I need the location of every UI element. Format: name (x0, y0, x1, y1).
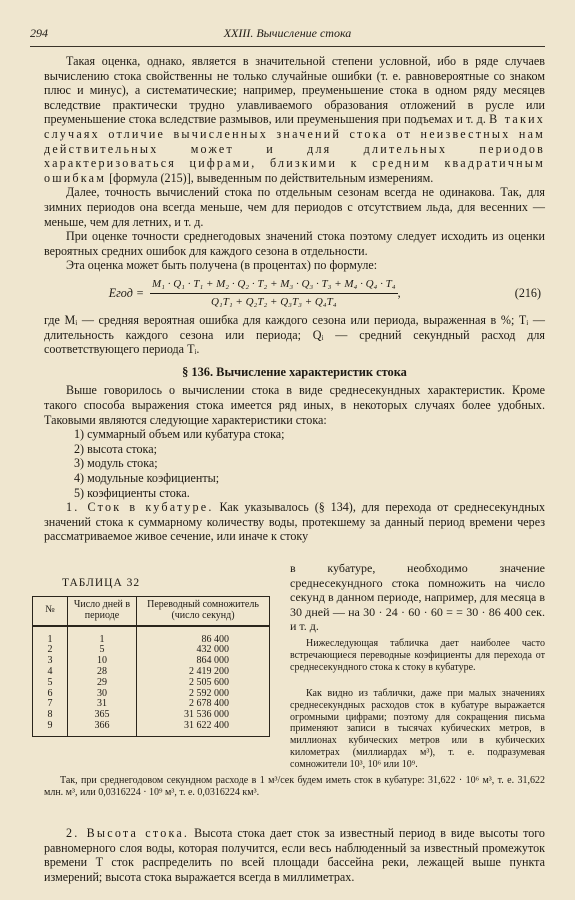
column-header: № (33, 597, 68, 626)
note-example: Так, при среднегодовом секундном расходе в 1 м³/сек будем иметь сток в кубатуре: 31,622 · 10⁶ м³, т. е. 31,622 млн. м³, или 0,0316224 · 10⁹ м³, т. е. 0,0316224 км³. (44, 775, 545, 798)
column-header: Переводный сомножитель (число секунд) (137, 597, 270, 626)
table-row: 3 10 864 000 (33, 656, 270, 667)
formula-number: (216) (514, 285, 541, 300)
note-table-intro: Нижеследующая табличка дает наиболее часто встречающиеся переводные коэфициенты для перехода от среднесекундного стока к стоку в кубатуре. (290, 638, 545, 673)
table-row: 1 1 86 400 (33, 626, 270, 646)
spaced-emphasis: В таких случаях отличие вычисленных значений стока от неизвестных нам действительных может и для длительных периодов характеризоваться цифрами, близкими к средним квадратичным ошибкам (44, 112, 545, 185)
formula-fraction (150, 277, 398, 309)
paragraph-1: Такая оценка, однако, является в значительной степени условной, ибо в ряде случаев вычислению стока свойственны не только случайные ошибки (т. е. равновероятные со знаком плюс и минус), а систематические; например, преуменьшение стока в одном ряду месяцев вследствие практически трудно улавливаемого образования отложений в русле или преуменьшение стока вследствие размывов, или преуменьшения при подъемах и т. д. В таких случаях отличие вычисленных значений стока от неизвестных нам действительных может и для длительных периодов характеризоваться цифрами, близкими к средним квадратичным ошибкам [формула (215)], выведенным по действительным измерениям. (44, 54, 545, 185)
paragraph-7: 1. Сток в кубатуре. Как указывалось (§ 134), для перехода от среднесекундных значений стока к суммарному количеству воды, протекшему за данный период времени через рассматриваемое живое сечение, или иначе к стоку (44, 500, 545, 544)
formula-denominator: Q₁T₁ + Q₂T₂ + Q₃T₃ + Q₄T₄ (210, 295, 337, 308)
main-text (44, 54, 545, 544)
list-item: 5) коэфициенты стока. (74, 485, 190, 500)
list-item: 1) суммарный объем или кубатура стока; (74, 427, 285, 442)
table-caption: ТАБЛИЦА 32 (62, 577, 141, 589)
formula-tail: , (397, 285, 401, 300)
paragraph-7-continued: в кубатуре, необходимо значение среднесекундного стока помножить на число секунд в данном периоде, например, для месяца в 30 дней — на 30 · 24 · 60 · 60 = = 30 · 86 400 сек. и т. д. (290, 561, 545, 634)
list-item: 4) модульные коэфициенты; (74, 471, 220, 486)
formula-numerator: M₁ · Q₁ · T₁ + M₂ · Q₂ · T₂ + M₃ · Q₃ · T₃ + M₄ · Q₄ · T₄ (150, 277, 398, 294)
page-number: 294 (30, 26, 48, 40)
list-item: 2) высота стока; (74, 441, 157, 456)
paragraph-3: При оценке точности среднегодовых значений стока поэтому следует исходить из оценки вероятных средних ошибок для каждого сезона в отдельности. (44, 229, 545, 258)
paragraph-2: Далее, точность вычислений стока по отдельным сезонам всегда не одинакова. Так, для зимних периодов она всегда меньше, чем для периодов с отсутствием льда, для весенних — меньше, чем для летних, и т. д. (44, 185, 545, 229)
paragraph-6: Выше говорилось о вычислении стока в виде среднесекундных характеристик. Кроме такого способа выражения стока имеется ряд иных, в некоторых случаях более удобных. Таковыми являются следующие характеристики стока: (44, 383, 545, 427)
table-row: 6 30 2 592 000 (33, 689, 270, 700)
paragraph-4: Эта оценка может быть получена (в процентах) по формуле: (66, 258, 378, 273)
running-header (30, 24, 545, 47)
formula-216 (44, 277, 545, 309)
column-header: Число дней в периоде (68, 597, 137, 626)
section-heading: § 136. Вычисление характеристик стока (182, 364, 407, 379)
table-row: 7 31 2 678 400 (33, 699, 270, 710)
conversion-table (32, 596, 270, 737)
table-row: 2 5 432 000 (33, 645, 270, 656)
characteristics-list (44, 427, 545, 500)
table-row: 9 366 31 622 400 (33, 721, 270, 736)
paragraph-8: 2. Высота стока. Высота стока дает сток за известный период в виде высоты того равномерного слоя воды, которая получится, если весь наблюденный за известный промежуток времени T сток распределить по всей площади бассейна реки, лежащей выше пункта измерений; высота стока выражается всегда в миллиметрах. (44, 826, 545, 884)
table-row: 8 365 31 536 000 (33, 710, 270, 721)
table-row: 4 28 2 419 200 (33, 667, 270, 678)
chapter-title: XXIII. Вычисление стока (223, 26, 352, 40)
table-row: 5 29 2 505 600 (33, 678, 270, 689)
subsection-lead: 2. Высота стока. (66, 826, 190, 840)
subsection-lead: 1. Сток в кубатуре. (66, 500, 214, 515)
formula-lhs: Eгод = (108, 285, 144, 300)
list-item: 3) модуль стока; (74, 456, 158, 471)
paragraph-5: где Mᵢ — средняя вероятная ошибка для каждого сезона или периода, выраженная в %; Tᵢ — длительность каждого сезона или периода; Qᵢ — средний секундный расход для соответствующего периода Tᵢ. (44, 313, 545, 357)
note-table-explanation: Как видно из таблички, даже при малых значениях среднесекундных расходов сток в кубатуре выражается огромными цифрами; поэтому для сокращения письма применяют записи в тысячах кубических метров, в миллионах кубических метров или в кубических километрах (миллиардах м³), т. е. подразумевая сомножители 10³, 10⁶ или 10⁹. (290, 688, 545, 770)
